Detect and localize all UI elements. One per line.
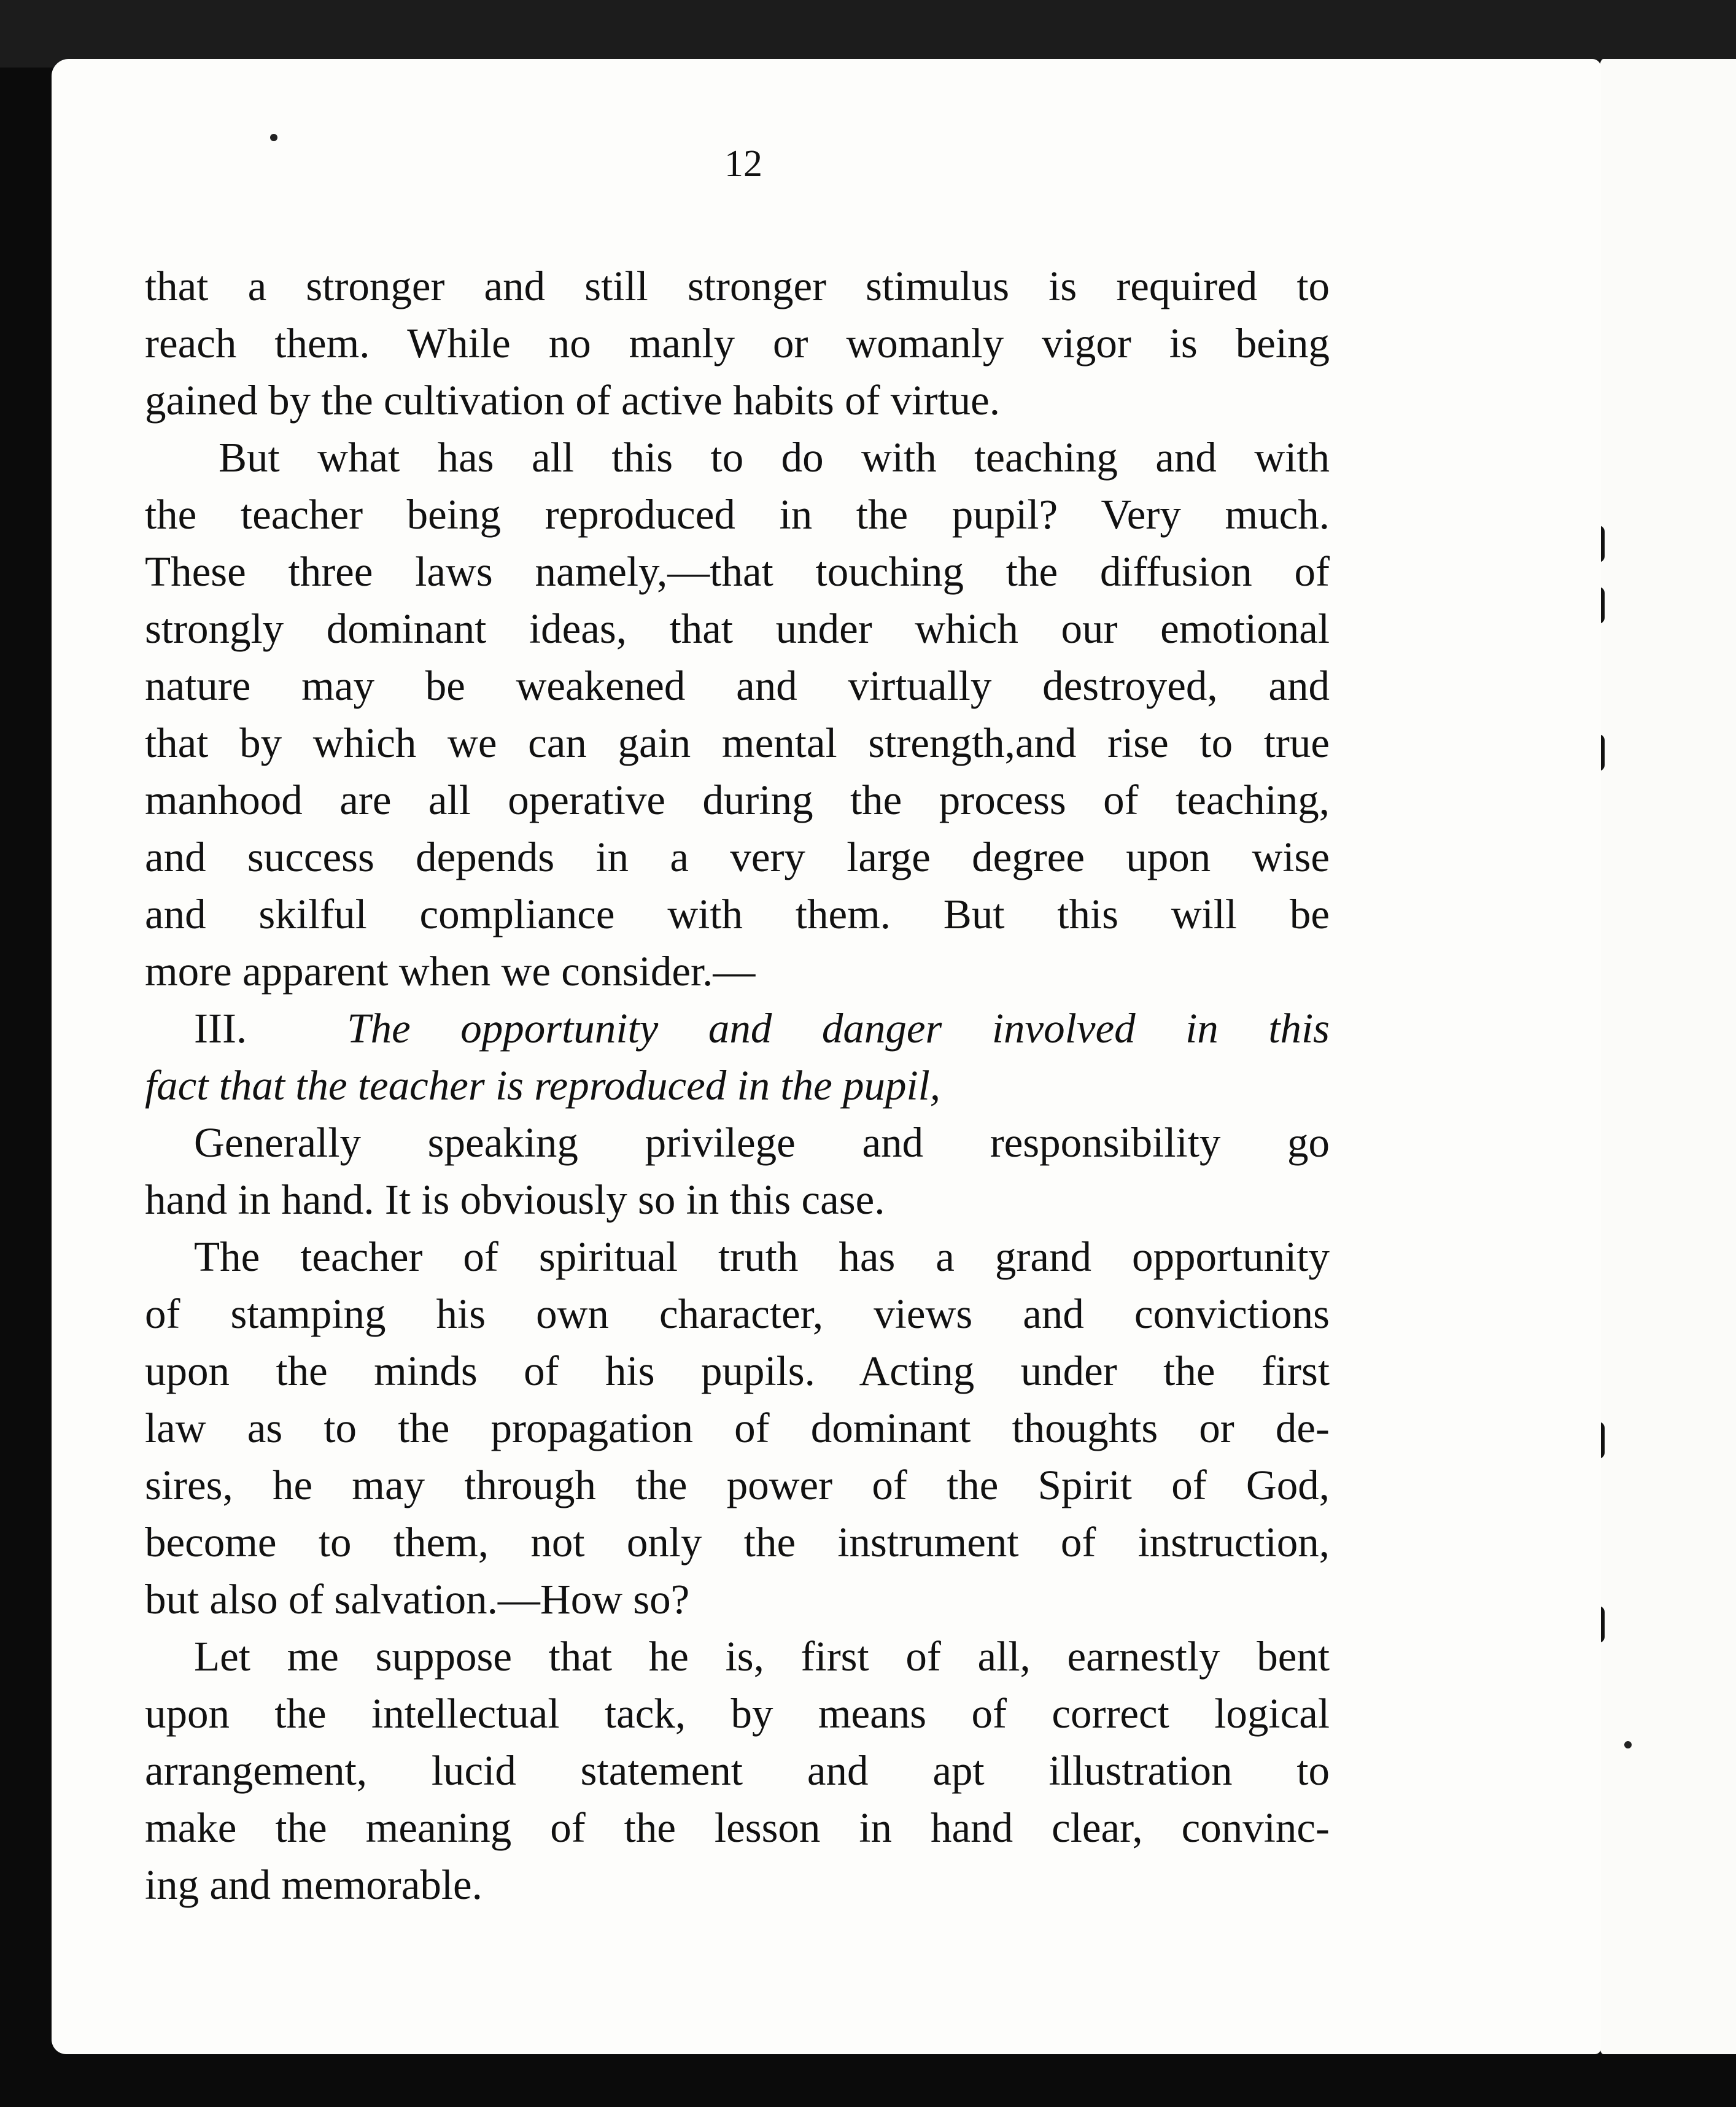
- section-title: The opportunity and danger involved in this: [347, 1005, 1330, 1052]
- text-line: that by which we can gain mental strength,and rise to true: [145, 720, 1330, 766]
- text-line: of stamping his own character, views and convictions: [145, 1290, 1330, 1337]
- text-line: nature may be weakened and virtually destroyed, and: [145, 662, 1330, 709]
- section-heading: [145, 1000, 1330, 1057]
- text-line: and skilful compliance with them. But this will be: [145, 891, 1330, 937]
- text-line: gained by the cultivation of active habits of virtue.: [145, 377, 1001, 424]
- text-line: make the meaning of the lesson in hand clear, convinc-: [145, 1804, 1330, 1851]
- speck: [1624, 1741, 1632, 1748]
- text-line: but also of salvation.—How so?: [145, 1576, 690, 1623]
- text-line: sires, he may through the power of the Spirit of God,: [145, 1462, 1330, 1508]
- text-line: upon the minds of his pupils. Acting under the first: [145, 1348, 1330, 1394]
- text-line: and success depends in a very large degree upon wise: [145, 834, 1330, 880]
- text-line: more apparent when we consider.—: [145, 948, 756, 995]
- text-line: arrangement, lucid statement and apt illustration to: [145, 1747, 1330, 1794]
- text-line: The teacher of spiritual truth has a grand opportunity: [194, 1233, 1330, 1280]
- text-line: strongly dominant ideas, that under which our emotional: [145, 605, 1330, 652]
- text-line: law as to the propagation of dominant thoughts or de-: [145, 1405, 1330, 1451]
- text-line: become to them, not only the instrument of instruction,: [145, 1519, 1330, 1566]
- facing-page-edge: [1595, 59, 1736, 2054]
- scan-top-edge: [0, 0, 1736, 68]
- text-line: the teacher being reproduced in the pupil? Very much.: [145, 491, 1330, 538]
- speck: [270, 134, 277, 141]
- text-line: reach them. While no manly or womanly vigor is being: [145, 320, 1330, 367]
- section-numeral: III.: [194, 1005, 247, 1052]
- text-line: But what has all this to do with teaching and with: [219, 434, 1330, 481]
- text-line: ing and memorable.: [145, 1861, 482, 1908]
- text-line: manhood are all operative during the process of teaching,: [145, 777, 1330, 823]
- text-line: hand in hand. It is obviously so in this case.: [145, 1176, 885, 1223]
- text-line: upon the intellectual tack, by means of correct logical: [145, 1690, 1330, 1737]
- text-line: These three laws namely,—that touching the diffusion of: [145, 548, 1330, 595]
- text-line: that a stronger and still stronger stimulus is required to: [145, 263, 1330, 309]
- text-line: Generally speaking privilege and responsibility go: [194, 1119, 1330, 1166]
- page-body-text: [145, 258, 1330, 1914]
- text-line: Let me suppose that he is, first of all, earnestly bent: [194, 1633, 1330, 1680]
- page-number: 12: [724, 143, 762, 185]
- section-title-continued: fact that the teacher is reproduced in the pupil,: [145, 1062, 941, 1109]
